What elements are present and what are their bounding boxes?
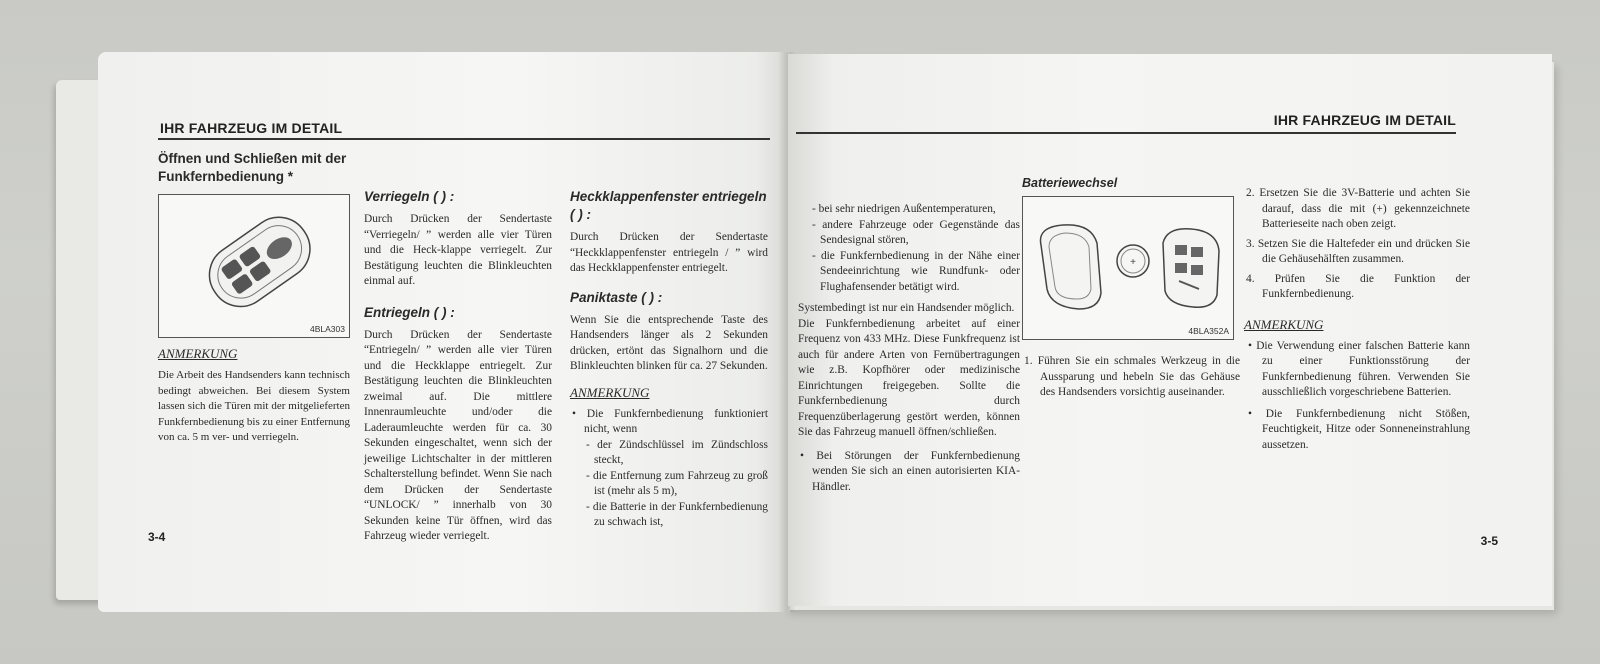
step-3-text: Setzen Sie die Haltefeder ein und drücken Sie die Gehäusehälften zusammen. [1257,237,1471,265]
figure-label-4bla352a: 4BLA352A [1188,326,1229,336]
step-1-text: Führen Sie ein schmales Werkzeug in die Aussparung und hebeln Sie das Gehäuse des Handsenders vorsichtig auseinander. [1037,355,1240,398]
single-sender-text: Systembedingt ist nur ein Handsender möglich. [798,302,1015,314]
right-column-1 [798,202,1020,495]
note2-dash-item: - die Entfernung zum Fahrzeug zu groß ist (mehr als 5 m), [586,469,768,497]
left-note-1 [158,346,350,446]
dealer-bullet: • Bei Störungen der Funkfernbedienung wenden Sie sich an einen autorisierten KIA-Händler. [800,449,1020,493]
note2-bullet: • Die Funkfernbedienung funktioniert nicht, wenn [572,407,768,435]
unlock-title: Entriegeln ( ) : [364,304,455,320]
right-dash-item: - andere Fahrzeuge oder Gegenstände das Sendesignal stören, [812,218,1020,246]
panic-text: Wenn Sie die entsprechende Taste des Handsenders länger als 2 Sekunden drücken, ertönt das Signalhorn und die Blinkleuchten blinken für ca. 27 Sekunden. [570,313,768,372]
note2-dash-item: - die Batterie in der Funkfernbedienung zu schwach ist, [586,500,768,528]
step-2-text: Ersetzen Sie die 3V-Batterie und achten Sie darauf, dass die mit (+) gekennzeichnete Batterieseite nach oben zeigt. [1259,187,1470,230]
right-dash-item: - bei sehr niedrigen Außentemperaturen, [812,203,996,215]
left-page [98,52,790,612]
lock-title: Verriegeln ( ) : [364,189,455,204]
note2-dash-list [570,438,768,531]
section-title: Öffnen und Schließen mit der Funkfernbedienung * [158,151,347,184]
page-number-right: 3-5 [1480,534,1498,548]
battery-replacement-illustration [1023,197,1233,339]
right-header: IHR FAHRZEUG IM DETAIL [1273,112,1456,128]
right-page [788,54,1552,606]
remote-key-illustration [159,195,349,337]
note2-dash-item: - der Zündschlüssel im Zündschloss steckt, [586,438,768,466]
note-title: ANMERKUNG [158,346,238,361]
panic-title: Paniktaste ( ) : [570,289,663,305]
note2-title: ANMERKUNG [570,384,650,400]
left-column-2 [364,188,552,545]
right-note-bullet: • Die Funkfernbedienung nicht Stößen, Feuchtigkeit, Hitze oder Sonneneinstrahlung aussetzen. [1248,407,1470,451]
svg-text:+: + [1130,257,1136,268]
right-dash-list [798,202,1020,295]
step-3: 3. Setzen Sie die Haltefeder ein und drücken Sie die Gehäusehälften zusammen. [1246,237,1471,265]
left-header-rule [158,138,770,140]
battery-step-1 [1022,354,1240,401]
right-column-2 [1022,174,1240,192]
lock-text: Durch Drücken der Sendertaste “Verriegeln/ ” werden alle vier Türen und die Heck-klappe verriegelt. Zur Bestätigung leuchten die Blinkleuchten einmal auf. [364,213,552,287]
right-dash-item: - die Funkfernbedienung in der Nähe einer Sendeeinrichtung wie Rundfunk- oder Flughafensender betätigt wird. [812,249,1020,293]
battery-title: Batteriewechsel [1022,176,1118,190]
step-4: 4. Prüfen Sie die Funktion der Funkfernbedienung. [1246,272,1470,300]
tailgate-title: Heckklappenfenster entriegeln ( ) : [570,189,767,222]
dealer-bullet-text: Bei Störungen der Funkfernbedienung wenden Sie sich an einen autorisierten KIA-Händler. [812,449,1020,493]
unlock-text: Durch Drücken der Sendertaste “Entriegeln/ ” werden alle vier Türen und die Heckklappe entriegelt. Zur Bestätigung leuchten die Blinkleuchten zweimal auf. Die mittlere Innenraumleuchte und/oder die Laderaumleuchte werden für ca. 30 Sekunden eingeschaltet, wenn sich der jeweilige Lichtschalter in der mittleren Schalterstellung befindet. Wenn Sie nach dem Drücken der Sendertaste “UNLOCK/ ” innerhalb von 30 Sekunden keine Tür öffnen, wird das Fahrzeug wieder verriegelt. [364,328,552,542]
note2-content [570,407,768,531]
frequency-text: Die Funkfernbedienung arbeitet auf einer Frequenz von 433 MHz. Diese Funkfrequenz ist auch für andere Arten von Fernübertragungen wie z.B. Kopfhörer oder medizinische Einrichtungen freigegeben. Sollte die Funkfernbedienung durch Frequenzüberlagerung gestört werden, können Sie das Fahrzeug manuell öffnen/schließen. [798,317,1020,438]
page-number-left: 3-4 [148,530,166,544]
figure-label-4bla303: 4BLA303 [310,324,345,334]
right-note-title: ANMERKUNG [1244,316,1324,332]
step-2: 2. Ersetzen Sie die 3V-Batterie und achten Sie darauf, dass die mit (+) gekennzeichnete Batterieseite nach oben zeigt. [1246,187,1470,230]
note2-bullet-text: Die Funkfernbedienung funktioniert nicht, wenn [584,407,768,435]
step-4-text: Prüfen Sie die Funktion der Funkfernbedienung. [1262,272,1470,300]
left-column-3 [570,188,768,531]
left-header: IHR FAHRZEUG IM DETAIL [160,120,343,136]
battery-figure [1022,196,1234,340]
left-column-1 [158,150,350,186]
remote-figure [158,194,350,338]
right-note-bullet: • Die Verwendung einer falschen Batterie kann zu einer Funktionsstörung der Funkfernbedienung führen. Verwenden Sie ausschließlich vorgeschriebene Batterien. [1248,339,1470,398]
right-note-bullet-text: Die Funkfernbedienung nicht Stößen, Feuchtigkeit, Hitze oder Sonneneinstrahlung aussetzen. [1262,407,1470,451]
right-header-rule [796,132,1456,134]
right-note-list [1244,339,1470,454]
note-text: Die Arbeit des Handsenders kann technisch bedingt abweichen. Bei diesem System lassen sich die Türen mit der mitgelieferten Funkfernbedienung bis zu einer Entfernung von ca. 5 m ver- und verriegeln. [158,369,350,444]
right-column-3 [1244,186,1470,453]
right-note-bullet-text: Die Verwendung einer falschen Batterie kann zu einer Funktionsstörung der Funkfernbedienung führen. Verwenden Sie ausschließlich vorgeschriebene Batterien. [1256,339,1470,398]
step-1: 1. Führen Sie ein schmales Werkzeug in die Aussparung und hebeln Sie das Gehäuse des Handsenders vorsichtig auseinander. [1024,355,1240,398]
tailgate-text: Durch Drücken der Sendertaste “Heckklappenfenster entriegeln / ” wird das Heckklappenfenster entriegelt. [570,231,768,274]
